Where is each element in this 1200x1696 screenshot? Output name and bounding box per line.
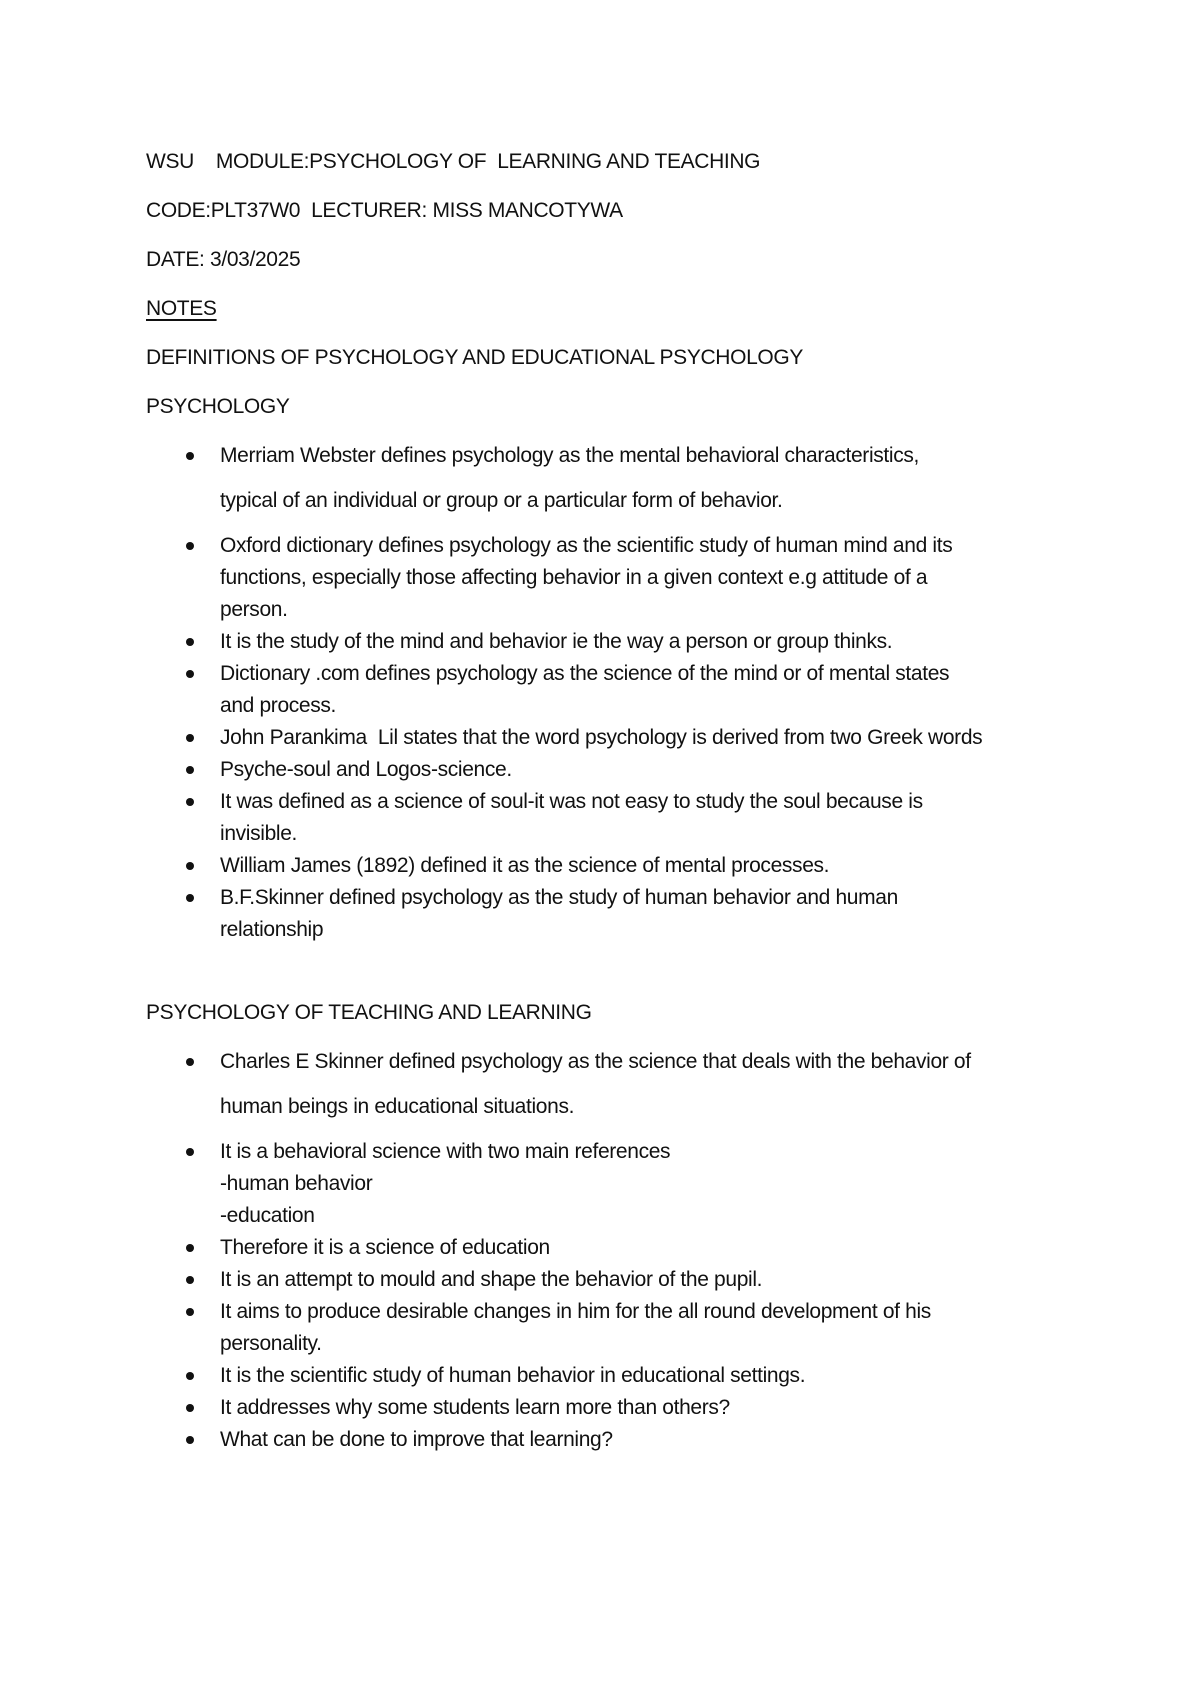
list-item-text: Merriam Webster defines psychology as the mental behavioral characteristics,	[220, 444, 919, 467]
list-item-text: human beings in educational situations.	[220, 1095, 575, 1118]
list-item-text: and process.	[220, 694, 337, 717]
list-item	[146, 658, 1086, 722]
list-item	[146, 882, 1086, 946]
bullet-icon	[186, 452, 194, 460]
bullet-icon	[186, 1308, 194, 1316]
list-item	[146, 1424, 1086, 1456]
list-item-text: invisible.	[220, 822, 298, 845]
list-item-text: typical of an individual or group or a particular form of behavior.	[220, 489, 783, 512]
bullet-icon	[186, 1148, 194, 1156]
list-item	[146, 1296, 1086, 1360]
bullet-icon	[186, 1244, 194, 1252]
list-item-text: Charles E Skinner defined psychology as the science that deals with the behavior of	[220, 1050, 971, 1073]
list-item-text: B.F.Skinner defined psychology as the study of human behavior and human	[220, 886, 898, 909]
list-item-text: It is a behavioral science with two main references	[220, 1140, 671, 1163]
bullet-icon	[186, 1058, 194, 1066]
list-item-text: It is the study of the mind and behavior ie the way a person or group thinks.	[220, 630, 893, 653]
bullet-icon	[186, 862, 194, 870]
list-item-text: William James (1892) defined it as the science of mental processes.	[220, 854, 830, 877]
bullet-icon	[186, 894, 194, 902]
psychology-bullet-list	[146, 440, 1086, 946]
list-item-text: person.	[220, 598, 288, 621]
definitions-title: DEFINITIONS OF PSYCHOLOGY AND EDUCATIONAL PSYCHOLOGY	[146, 346, 804, 369]
list-item	[146, 1392, 1086, 1424]
notes-heading: NOTES	[146, 297, 217, 320]
list-item	[146, 440, 1086, 517]
list-item-text: Oxford dictionary defines psychology as the scientific study of human mind and its	[220, 534, 953, 557]
list-item-text: It addresses why some students learn more than others?	[220, 1396, 730, 1419]
list-item	[146, 1264, 1086, 1296]
list-item-text: What can be done to improve that learning?	[220, 1428, 613, 1451]
bullet-icon	[186, 1404, 194, 1412]
bullet-icon	[186, 798, 194, 806]
list-item-text: Therefore it is a science of education	[220, 1236, 550, 1259]
list-item-text: personality.	[220, 1332, 322, 1355]
list-item-text: relationship	[220, 918, 324, 941]
list-item-text: It is an attempt to mould and shape the behavior of the pupil.	[220, 1268, 763, 1291]
bullet-icon	[186, 734, 194, 742]
document-content	[146, 146, 1086, 1456]
list-item	[146, 1136, 1086, 1232]
date-line: DATE: 3/03/2025	[146, 248, 301, 271]
teaching-learning-section-title: PSYCHOLOGY OF TEACHING AND LEARNING	[146, 1001, 592, 1024]
teaching-learning-bullet-list	[146, 1046, 1086, 1456]
list-item	[146, 1232, 1086, 1264]
list-item	[146, 786, 1086, 850]
bullet-icon	[186, 1276, 194, 1284]
bullet-icon	[186, 1436, 194, 1444]
list-item	[146, 850, 1086, 882]
psychology-section-title: PSYCHOLOGY	[146, 395, 290, 418]
bullet-icon	[186, 1372, 194, 1380]
list-item	[146, 1360, 1086, 1392]
list-item-text: It aims to produce desirable changes in him for the all round development of his	[220, 1300, 931, 1323]
list-item	[146, 722, 1086, 754]
bullet-icon	[186, 638, 194, 646]
list-item-text: functions, especially those affecting behavior in a given context e.g attitude of a	[220, 566, 928, 589]
bullet-icon	[186, 670, 194, 678]
code-lecturer-line: CODE:PLT37W0 LECTURER: MISS MANCOTYWA	[146, 199, 623, 222]
list-item-text: -education	[220, 1204, 315, 1227]
list-item-text: It is the scientific study of human behavior in educational settings.	[220, 1364, 806, 1387]
list-item-text: Dictionary .com defines psychology as the science of the mind or of mental states	[220, 662, 950, 685]
list-item-text: It was defined as a science of soul-it was not easy to study the soul because is	[220, 790, 923, 813]
bullet-icon	[186, 542, 194, 550]
list-item	[146, 530, 1086, 626]
module-header-line: WSU MODULE:PSYCHOLOGY OF LEARNING AND TEACHING	[146, 150, 761, 173]
bullet-icon	[186, 766, 194, 774]
list-item	[146, 626, 1086, 658]
list-item-text: John Parankima Lil states that the word psychology is derived from two Greek words	[220, 726, 983, 749]
list-item	[146, 754, 1086, 786]
list-item-text: -human behavior	[220, 1172, 373, 1195]
list-item	[146, 1046, 1086, 1123]
list-item-text: Psyche-soul and Logos-science.	[220, 758, 512, 781]
